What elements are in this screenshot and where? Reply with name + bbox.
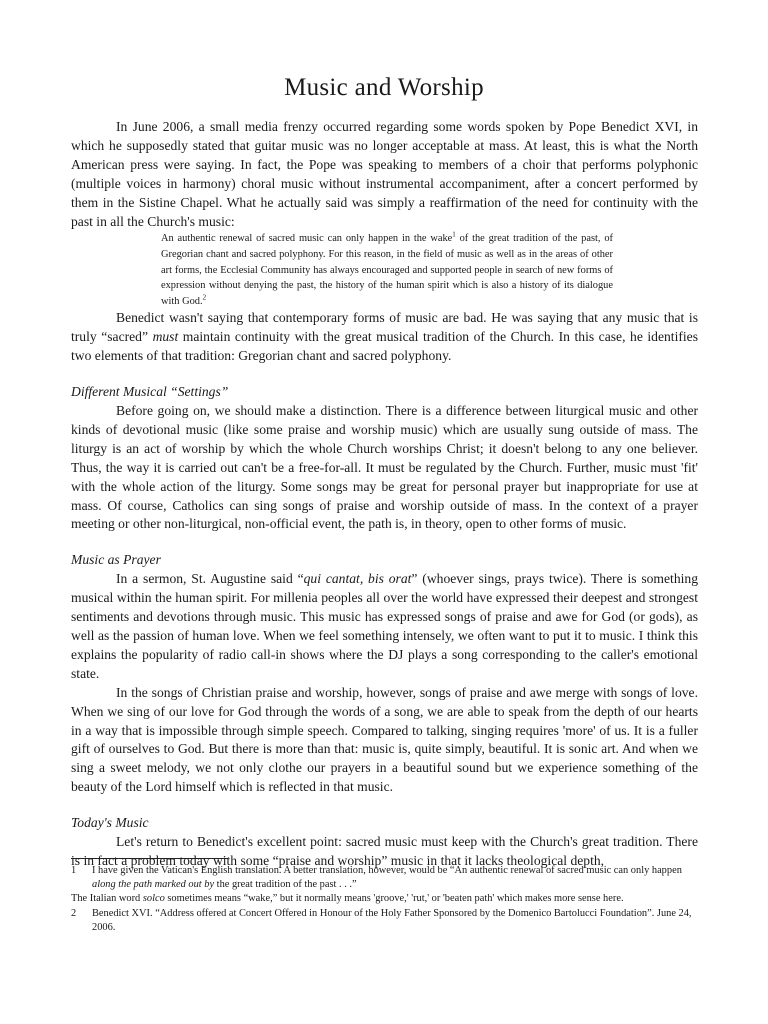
section-heading: Different Musical “Settings” — [71, 384, 229, 400]
section-heading: Music as Prayer — [71, 552, 161, 568]
paragraph: In June 2006, a small media frenzy occurred regarding some words spoken by Pope Benedict XVI, in which he supposedly stated that guitar music was no longer acceptable at mass. At least, this is what the North American press were saying. In fact, the Pope was speaking to members of a choir that performs polyphonic (multiple voices in harmony) choral music without instrumental accompaniment, after a concert performed by them in the Sistine Chapel. What he actually said was simply a reaffirmation of the need for continuity with the past in all the Church's music: — [71, 119, 698, 229]
footnote-divider — [71, 858, 228, 859]
paragraph: Benedict wasn't saying that contemporary forms of music are bad. He was saying that any music that is truly “sacred” must maintain continuity with the great musical tradition of the Church. In this case, he identifies two elements of that tradition: Gregorian chant and sacred polyphony. — [71, 310, 698, 364]
footnote-text: Benedict XVI. “Address offered at Concert Offered in Honour of the Holy Father Sponsored by the Domenico Bartolucci Foundation”. June 24, 2006. — [92, 907, 692, 933]
article-body — [71, 118, 698, 871]
footnote-text: I have given the Vatican's English translation. A better translation, however, would be “An authentic renewal of sacred music can only happen along the path marked out by the great tradition of the past . . .” — [92, 865, 682, 891]
paragraph: In the songs of Christian praise and worship, however, songs of praise and awe merge with songs of love. When we sing of our love for God through the words of a song, we are able to speak from the depth of our hearts in a way that is impossible through simple speech. Compared to talking, singing requires 'more' of us. It is a fuller gift of ourselves to God. But there is more than that: music is, quite simply, beautiful. It is sonic art. And when we sing a sweet melody, we not only clothe our prayers in a beautiful sound but we experience something of the beauty of the Lord himself which is reflected in that music. — [71, 684, 698, 795]
emphasis: qui cantat, bis orat — [303, 571, 412, 587]
footnote — [71, 864, 698, 892]
footnotes — [71, 864, 698, 935]
footnote-number: 1 — [71, 865, 77, 876]
quote-text: of the great tradition of the past, of Gregorian chant and sacred polyphony. For this reason, in the field of music as well as in the areas of other art forms, the Ecclesial Community has always encouraged and supported people in search of new forms of expression without denying the past, the history of the human spirit which is also a history of its dialogue with God. — [161, 233, 613, 307]
footnote — [71, 907, 698, 935]
paragraph: Before going on, we should make a distinction. There is a difference between liturgical music and other kinds of devotional music (like some praise and worship music) which are usually sung outside of mass. The liturgy is an act of worship by which the whole Church worships Christ; it doesn't belong to any one believer. Thus, the way it is carried out can't be a free-for-all. It must be regulated by the Church. Further, music must 'fit' with the whole action of the liturgy. Some songs may be great for personal prayer but inappropriate for use at mass. Of course, Catholics can sing songs of praise and worship outside of mass. In the context of a prayer meeting or other non-liturgical, non-official event, the path is, in theory, open to other forms of music. — [71, 403, 698, 532]
footnote-ref[interactable]: 2 — [202, 293, 207, 302]
emphasis: solco — [142, 893, 165, 905]
block-quote — [161, 231, 613, 309]
paragraph: Let's return to Benedict's excellent point: sacred music must keep with the Church's great tradition. There is in fact a problem today with some “praise and worship” music in that it lacks theological depth, — [71, 834, 698, 868]
section-heading: Today's Music — [71, 815, 149, 831]
paragraph: In a sermon, St. Augustine said “qui cantat, bis orat” (whoever sings, prays twice). There is something musical within the human spirit. For millenia peoples all over the world have expressed their deepest and strongest sentiments and devotions through music. This music has expressed songs of praise and awe for God (or gods), as well as the passion of human love. When we feel something intensely, we often want to put it to music. I think this explains the popularity of radio call-in shows where the DJ plays a song corresponding to the caller's emotional state. — [71, 571, 698, 681]
emphasis: along the path marked out by — [92, 879, 215, 891]
footnote-number: 2 — [71, 907, 77, 919]
footnote-note: The Italian word solco sometimes means “wake,” but it normally means 'groove,' 'rut,' or 'beaten path' which makes more sense here. — [71, 893, 624, 905]
quote-text: An authentic renewal of sacred music can only happen in the wake — [161, 233, 453, 245]
emphasis: must — [152, 329, 179, 345]
page-title: Music and Worship — [284, 74, 484, 101]
footnote-ref[interactable]: 1 — [452, 230, 456, 239]
